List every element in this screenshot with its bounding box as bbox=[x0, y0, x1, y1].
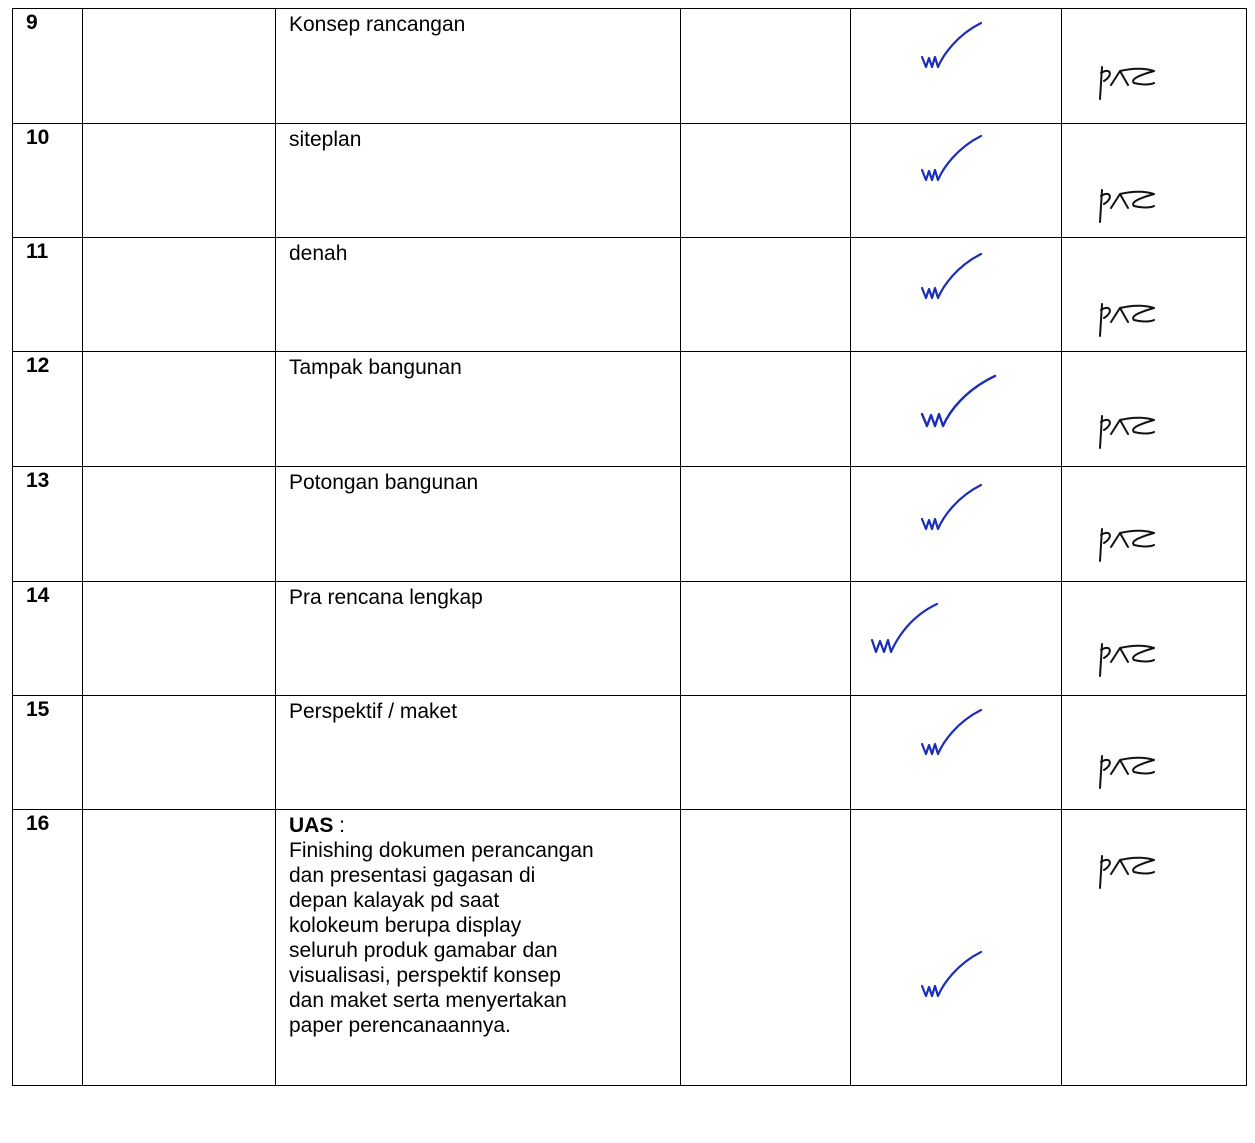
signature-cell-1 bbox=[851, 582, 1062, 696]
table-row bbox=[13, 238, 1247, 352]
activity-line: seluruh produk gamabar dan bbox=[289, 939, 558, 962]
signature-cell-2 bbox=[1062, 124, 1247, 238]
signature-cell-1 bbox=[851, 467, 1062, 582]
signature-cell-1 bbox=[851, 124, 1062, 238]
empty-cell bbox=[681, 238, 851, 352]
empty-cell bbox=[681, 9, 851, 124]
activity-cell: Pra rencana lengkap bbox=[276, 582, 681, 696]
activity-line: dan maket serta menyertakan bbox=[289, 989, 567, 1012]
empty-cell bbox=[83, 696, 276, 810]
table-row bbox=[13, 696, 1247, 810]
signature-2-image bbox=[1096, 748, 1158, 790]
signature-cell-2 bbox=[1062, 467, 1247, 582]
empty-cell bbox=[681, 124, 851, 238]
activity-cell: siteplan bbox=[276, 124, 681, 238]
signature-1-image bbox=[919, 252, 985, 310]
activity-line: Finishing dokumen perancangan bbox=[289, 839, 594, 862]
activity-line: depan kalayak pd saat bbox=[289, 889, 500, 912]
signature-2-image bbox=[1096, 182, 1158, 224]
empty-cell bbox=[83, 810, 276, 1086]
signature-1-image bbox=[919, 950, 985, 1008]
row-number: 13 bbox=[13, 467, 83, 582]
row-number: 11 bbox=[13, 238, 83, 352]
signature-cell-2 bbox=[1062, 810, 1247, 1086]
signature-cell-1 bbox=[851, 696, 1062, 810]
signature-cell-1 bbox=[851, 238, 1062, 352]
signature-1-image bbox=[919, 374, 999, 440]
activity-cell: Potongan bangunan bbox=[276, 467, 681, 582]
row-number: 16 bbox=[13, 810, 83, 1086]
signature-2-image bbox=[1096, 848, 1158, 890]
empty-cell bbox=[681, 696, 851, 810]
signature-cell-2 bbox=[1062, 9, 1247, 124]
activity-cell: Konsep rancangan bbox=[276, 9, 681, 124]
empty-cell bbox=[83, 9, 276, 124]
row-number: 15 bbox=[13, 696, 83, 810]
signature-cell-1 bbox=[851, 810, 1062, 1086]
table-row bbox=[13, 352, 1247, 467]
signature-cell-1 bbox=[851, 9, 1062, 124]
empty-cell bbox=[83, 582, 276, 696]
signature-2-image bbox=[1096, 408, 1158, 450]
signature-cell-2 bbox=[1062, 238, 1247, 352]
signature-2-image bbox=[1096, 59, 1158, 101]
table-row bbox=[13, 124, 1247, 238]
activity-line: dan presentasi gagasan di bbox=[289, 864, 536, 887]
row-number: 10 bbox=[13, 124, 83, 238]
activity-line: kolokeum berupa display bbox=[289, 914, 522, 937]
empty-cell bbox=[83, 467, 276, 582]
signature-2-image bbox=[1096, 296, 1158, 338]
activity-cell bbox=[276, 810, 681, 1086]
row-number: 12 bbox=[13, 352, 83, 467]
activity-label: UAS bbox=[289, 814, 334, 837]
empty-cell bbox=[681, 352, 851, 467]
activity-line: paper perencanaannya. bbox=[289, 1014, 511, 1037]
empty-cell bbox=[681, 467, 851, 582]
signature-2-image bbox=[1096, 521, 1158, 563]
signature-cell-1 bbox=[851, 352, 1062, 467]
row-number: 14 bbox=[13, 582, 83, 696]
activity-cell: denah bbox=[276, 238, 681, 352]
signature-1-image bbox=[919, 483, 985, 541]
row-number: 9 bbox=[13, 9, 83, 124]
activity-cell: Perspektif / maket bbox=[276, 696, 681, 810]
table-row bbox=[13, 9, 1247, 124]
table-row bbox=[13, 810, 1247, 1086]
empty-cell bbox=[83, 124, 276, 238]
table-row bbox=[13, 467, 1247, 582]
signature-1-image bbox=[869, 602, 941, 662]
activity-cell: Tampak bangunan bbox=[276, 352, 681, 467]
signature-2-image bbox=[1096, 636, 1158, 678]
signature-1-image bbox=[919, 21, 985, 79]
empty-cell bbox=[83, 352, 276, 467]
empty-cell bbox=[681, 810, 851, 1086]
signature-cell-2 bbox=[1062, 696, 1247, 810]
signature-cell-2 bbox=[1062, 352, 1247, 467]
activity-heading bbox=[289, 813, 680, 838]
empty-cell bbox=[83, 238, 276, 352]
signature-cell-2 bbox=[1062, 582, 1247, 696]
empty-cell bbox=[681, 582, 851, 696]
progress-table bbox=[12, 8, 1247, 1086]
table-row bbox=[13, 582, 1247, 696]
signature-1-image bbox=[919, 134, 985, 192]
signature-1-image bbox=[919, 708, 985, 766]
activity-line: visualisasi, perspektif konsep bbox=[289, 964, 561, 987]
activity-separator: : bbox=[333, 814, 346, 837]
